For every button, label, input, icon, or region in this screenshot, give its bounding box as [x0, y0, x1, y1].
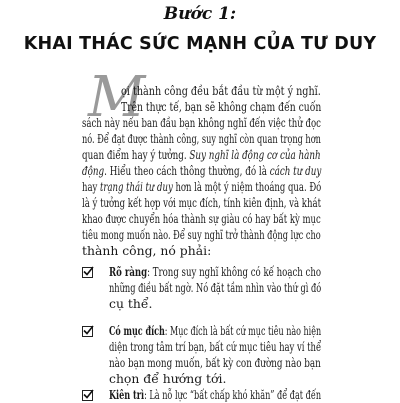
- intro-line: khao được chuyển hóa thành sự giàu có hay bất kỳ mục: [82, 211, 321, 226]
- chapter-title: KHAI THÁC SỨC MẠNH CỦA TƯ DUY: [23, 34, 377, 54]
- intro-line: tiêu mong muốn nào. Để suy nghĩ trở thành động lực cho: [82, 227, 321, 242]
- step-title: Bước 1:: [163, 4, 237, 24]
- checklist-line: những điều bất ngờ. Nó đặt tầm nhìn vào thứ gì đó: [109, 280, 322, 295]
- intro-line: là ý tưởng kết hợp với mục đích, tính kiên định, và khát: [82, 195, 321, 210]
- checklist-line: cụ thể.: [109, 296, 153, 311]
- drop-cap: M: [88, 65, 146, 130]
- checklist-term: Rõ ràng: [109, 264, 148, 279]
- intro-line: động. Hiểu theo cách thông thường, đó là cách tư duy: [82, 163, 322, 178]
- checklist-line: Có mục đích: Mục đích là bất cứ mục tiêu nào hiện: [109, 323, 322, 338]
- checklist-term: Kiên trì: [109, 387, 145, 402]
- intro-line: nó. Để đạt được thành công, suy nghĩ còn quan trọng hơn: [82, 131, 321, 146]
- checkbox-icon: [82, 326, 93, 337]
- intro-line: thành công, nó phải:: [82, 243, 212, 258]
- checklist-line: Rõ ràng: Trong suy nghĩ không có kế hoạch cho: [109, 264, 322, 279]
- italic-phrase: động: [82, 163, 105, 178]
- checklist-line: Kiên trì: Là nỗ lực “bất chấp khó khăn” để đạt đến: [109, 387, 322, 402]
- intro-line: sách này nếu ban đầu bạn không nghĩ đến việc thử đọc: [82, 115, 321, 130]
- intro-line: ọi thành công đều bắt đầu từ một ý nghĩ.: [121, 83, 321, 98]
- italic-phrase: trạng thái tư duy: [100, 179, 173, 194]
- checklist-line: diện trong tâm trí bạn, bất cứ mục tiêu hay ví thể: [109, 339, 322, 354]
- intro-line: hay trạng thái tư duy hơn là một ý niệm thoáng qua. Đó: [82, 179, 322, 194]
- italic-phrase: Suy nghĩ là động cơ của hành: [189, 147, 321, 162]
- checkbox-icon: [82, 267, 93, 278]
- italic-phrase: cách tư duy: [269, 163, 322, 178]
- checklist-line: chọn để hướng tới.: [109, 371, 227, 386]
- intro-line: quan điểm hay ý tưởng. Suy nghĩ là động cơ của hành: [82, 147, 321, 162]
- checklist-term: Có mục đích: [109, 323, 165, 338]
- checkbox-icon: [82, 390, 93, 401]
- checklist-line: nào bạn mong muốn, bất kỳ con đường nào bạn: [109, 355, 321, 370]
- intro-line: Trên thực tế, bạn sẽ không chạm đến cuốn: [121, 99, 322, 114]
